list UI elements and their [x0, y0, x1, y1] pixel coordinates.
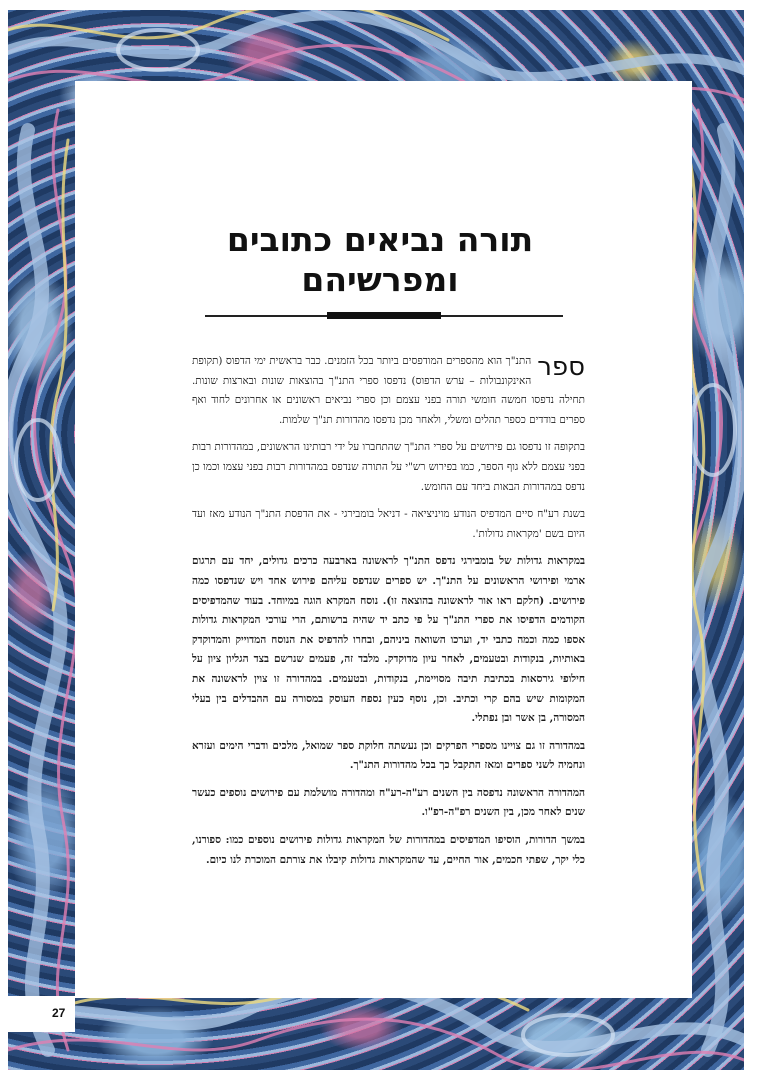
paragraph-2: בתקופה זו נדפסו גם פירושים על ספרי התנ"ך שהתחברו על ידי רבותינו הראשונים, במהדורות רבות בפני עצמם ללא גוף הספר, כמו בפירוש רש"י על התורה שנדפס במהדורות רבות בפני עצמו וכמו כן נדפס במהדורות הבאות ביחד עם החומש.	[192, 441, 585, 493]
dropcap-word: ספר	[537, 352, 585, 382]
title-line-1: תורה נביאים כתובים	[226, 220, 534, 259]
paragraph-4: במקראות גדולות של בומבירגי נדפס התנ"ך לראשונה בארבעה כרכים גדולים, יחד עם תרגום ארמי ופירושי הראשונים על התנ"ך. יש ספרים שנדפס עליהם פירוש אחד ויש שנדפסו כמה פירושים. (חלקם ראו אור לראשונה בהוצאה זו). נוסח המקרא הוגה במיוחד. בעוד שהמדפיסים הקודמים הדפיסו את ספרי התנ"ך על פי כתב יד שהיה ברשותם, הרי עורכי המקראות גדולות אספו כמה וכמה כתבי יד, וערכו השוואה ביניהם, ובחרו להדפיס את הנוסח המדוייק והמדוקדק באותיות, בנקודות ובטעמים, לאחר עיון מדוקדק. מלבד זה, פעמים שנרשם בצד הגליון ציון על חילופי גירסאות בכתיבת תיבה מסויימת, בנקודות, ובטעמים. במהדורה זו צוין לראשונה את המקומות שיש בהם קרי וכתיב. וכן, נוסף כעין נספח העוסק במסורה עם ההבדלים בין בעלי המסורה, בן אשר ובן נפתלי.	[192, 555, 585, 725]
title-divider-accent	[327, 312, 441, 319]
paragraph-5: במהדורה זו גם צויינו מספרי הפרקים וכן נעשתה חלוקת ספר שמואל, מלכים ודברי הימים ועזרא ונחמיה לשני ספרים ומאז התקבל כך בכל מהדורות התנ"ך.	[192, 739, 585, 772]
title-line-2: ומפרשיהם	[301, 260, 459, 299]
page-title	[100, 220, 660, 300]
paragraph-7: במשך הדורות, הוסיפו המדפיסים במהדורות של המקראות גדולות פירושים נוספים כמו: ספורנו, כלי יקר, שפתי חכמים, אור החיים, עד שהמקראות גדולות קיבלו את צורתם המוכרת לנו כיום.	[192, 834, 585, 866]
paragraph-3: בשנת רע"ח סיים המדפיס הנודע מויניציאה - דניאל בומבירגי - את הדפסת התנ"ך הנודע מאז ועד היום בשם 'מקראות גדולות'.	[192, 508, 585, 540]
paragraph-1	[192, 352, 585, 430]
page-number: 27	[52, 1006, 66, 1020]
paragraph-1-text: התנ"ך הוא מהספרים המודפסים ביותר בכל הזמנים. כבר בראשית ימי הדפוס (תקופת האינקונבולות – ערש הדפוס) נדפסו ספרי התנ"ך בהוצאות שונות ובארצות שונות. תחילה נדפסו חמשה חומשי תורה בפני עצמם וכן ספרי נביאים ראשונים או אחרונים לחוד ואף ספרים בודדים כספר תהלים ומשלי, ולאחר מכן נדפסו מהדורות תנ"ך שלמות.	[192, 355, 585, 426]
article-body	[192, 352, 585, 878]
paragraph-6: המהדורה הראשונה נדפסה בין השנים רע"ה-רע"ח ומהדורה מושלמת עם פירושים נוספים כעשר שנים לאחר מכן, בין השנים רפ"ה-רפ"ו.	[192, 786, 585, 819]
